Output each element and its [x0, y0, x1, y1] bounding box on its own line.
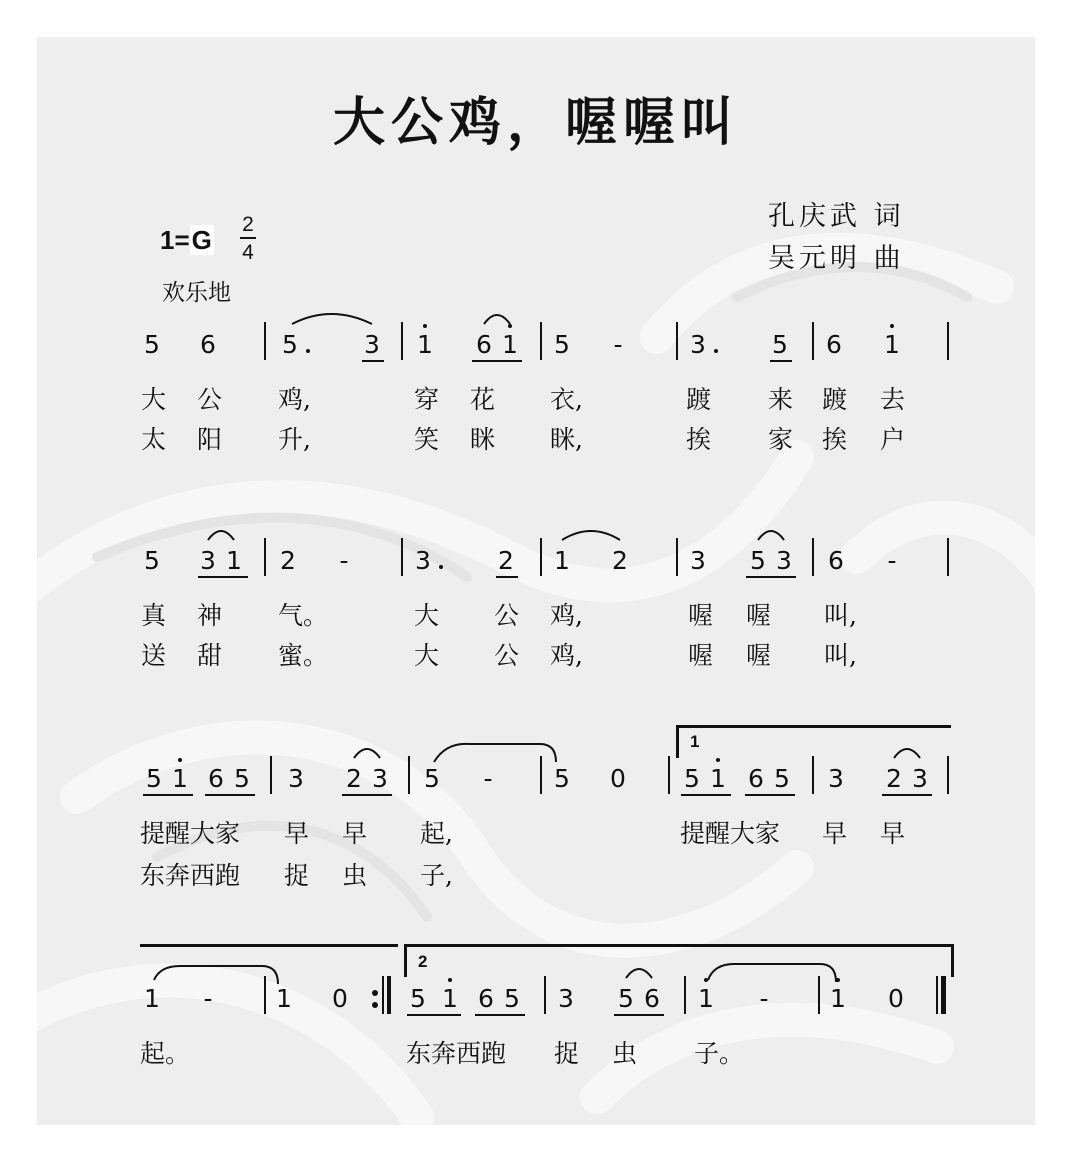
lyric: 户 — [880, 425, 906, 454]
note: 1 — [710, 764, 726, 793]
lyric: 笑 — [414, 425, 440, 454]
lyric: 去 — [880, 385, 906, 414]
note: 5 — [144, 330, 160, 359]
lyric: 衣, — [550, 385, 583, 414]
lyricist-credit: 孔庆武 词 — [768, 201, 905, 232]
lyric: 穿 — [414, 385, 440, 414]
note: 3 — [558, 984, 574, 1013]
note: 3 — [364, 330, 380, 359]
note: 3 — [690, 546, 706, 575]
rest: 0 — [888, 984, 904, 1013]
dash: - — [887, 546, 897, 575]
lyric: 提醒大家 — [140, 819, 241, 848]
slur — [154, 966, 278, 984]
lyric: 真 — [141, 601, 167, 630]
slur — [626, 969, 652, 978]
rest: 0 — [610, 764, 626, 793]
lyric: 虫 — [342, 861, 368, 890]
note: 5 — [234, 764, 250, 793]
lyric: 眯 — [470, 425, 496, 454]
lyric: 早 — [880, 819, 906, 848]
note: 1 — [172, 764, 188, 793]
note: 3 — [690, 330, 706, 359]
note: 3 — [415, 546, 431, 575]
lyric: 捉 — [554, 1039, 580, 1068]
key-note: G — [191, 225, 212, 255]
note: 1 — [554, 546, 570, 575]
dash: - — [339, 546, 349, 575]
lyric: 甜 — [197, 641, 223, 670]
note: 5 — [504, 984, 520, 1013]
tempo-marking: 欢乐地 — [162, 280, 231, 306]
note: 6 — [200, 330, 216, 359]
lyric: 喔 — [688, 641, 714, 670]
note: 3 — [200, 546, 216, 575]
lyric: 挨 — [686, 425, 712, 454]
note: 3 — [776, 546, 792, 575]
lyric: 鸡, — [278, 385, 311, 414]
note: 5 — [554, 330, 570, 359]
song-title: 大公鸡，喔喔叫 — [332, 92, 739, 153]
note: 1 — [830, 984, 846, 1013]
note: 5 — [146, 764, 162, 793]
dash: - — [613, 330, 623, 359]
note: 3 — [372, 764, 388, 793]
lyric: 升, — [278, 425, 311, 454]
note: 6 — [644, 984, 660, 1013]
lyric: 喔 — [746, 641, 772, 670]
dash: - — [759, 984, 769, 1013]
lyric: 蜜。 — [278, 641, 329, 670]
lyric: 子, — [420, 861, 453, 890]
note: 5 — [774, 764, 790, 793]
lyric: 早 — [342, 819, 368, 848]
note: 1 — [226, 546, 242, 575]
note: 5 — [684, 764, 700, 793]
note: 1 — [276, 984, 292, 1013]
lyric: 大 — [414, 641, 440, 670]
note: 2 — [346, 764, 362, 793]
lyric: 踱 — [686, 385, 712, 414]
lyric: 送 — [141, 641, 167, 670]
note: 6 — [826, 330, 842, 359]
lyric: 公 — [494, 641, 520, 670]
note: 2 — [280, 546, 296, 575]
note: 1 — [144, 984, 160, 1013]
lyric: 鸡, — [550, 641, 583, 670]
lyric: 叫, — [824, 641, 857, 670]
lyric: 踱 — [822, 385, 848, 414]
note: 1 — [698, 984, 714, 1013]
dash: - — [483, 764, 493, 793]
lyric: 家 — [768, 425, 794, 454]
composer-credit: 吴元明 曲 — [768, 243, 905, 274]
lyric: 喔 — [688, 601, 714, 630]
note: 2 — [498, 546, 514, 575]
time-numerator: 2 — [242, 213, 254, 236]
lyric: 提醒大家 — [680, 819, 781, 848]
note: 6 — [748, 764, 764, 793]
note: 1 — [417, 330, 433, 359]
note: 5 — [282, 330, 298, 359]
lyric: 大 — [141, 385, 167, 414]
lyric: 喔 — [746, 601, 772, 630]
note: 1 — [442, 984, 458, 1013]
second-ending-number: 2 — [418, 952, 428, 971]
note: 1 — [884, 330, 900, 359]
note: 5 — [144, 546, 160, 575]
note: 2 — [886, 764, 902, 793]
note: 6 — [208, 764, 224, 793]
note: 3 — [912, 764, 928, 793]
lyric: 早 — [822, 819, 848, 848]
note: 1 — [502, 330, 518, 359]
note: 5 — [772, 330, 788, 359]
key-equals: = — [174, 225, 190, 255]
lyric: 起。 — [140, 1039, 191, 1068]
note: 6 — [476, 330, 492, 359]
note: 3 — [828, 764, 844, 793]
note: 5 — [424, 764, 440, 793]
note: 5 — [618, 984, 634, 1013]
lyric: 眯, — [550, 425, 583, 454]
lyric: 东奔西跑 — [140, 861, 241, 890]
note: 5 — [410, 984, 426, 1013]
lyric: 鸡, — [550, 601, 583, 630]
first-ending-number: 1 — [690, 732, 700, 751]
lyric: 大 — [414, 601, 440, 630]
time-denominator: 4 — [242, 241, 254, 264]
lyric: 叫, — [824, 601, 857, 630]
lyric: 虫 — [612, 1039, 638, 1068]
note: 3 — [288, 764, 304, 793]
lyric: 太 — [141, 425, 167, 454]
lyric: 起, — [420, 819, 453, 848]
lyric: 神 — [197, 601, 223, 630]
lyric: 挨 — [822, 425, 848, 454]
lyric: 捉 — [284, 861, 310, 890]
note: 6 — [478, 984, 494, 1013]
lyric: 公 — [197, 385, 223, 414]
lyric: 早 — [284, 819, 310, 848]
lyric: 东奔西跑 — [406, 1039, 507, 1068]
note: 6 — [828, 546, 844, 575]
note: 2 — [612, 546, 628, 575]
lyric: 花 — [470, 385, 496, 414]
lyric: 公 — [494, 601, 520, 630]
slur — [708, 964, 836, 982]
lyric: 气。 — [278, 601, 329, 630]
lyric: 阳 — [197, 425, 223, 454]
note: 5 — [750, 546, 766, 575]
dash: - — [203, 984, 213, 1013]
key-prefix: 1 — [160, 225, 175, 255]
lyric: 来 — [768, 385, 794, 414]
note: 5 — [554, 764, 570, 793]
lyric: 子。 — [694, 1039, 745, 1068]
rest: 0 — [332, 984, 348, 1013]
